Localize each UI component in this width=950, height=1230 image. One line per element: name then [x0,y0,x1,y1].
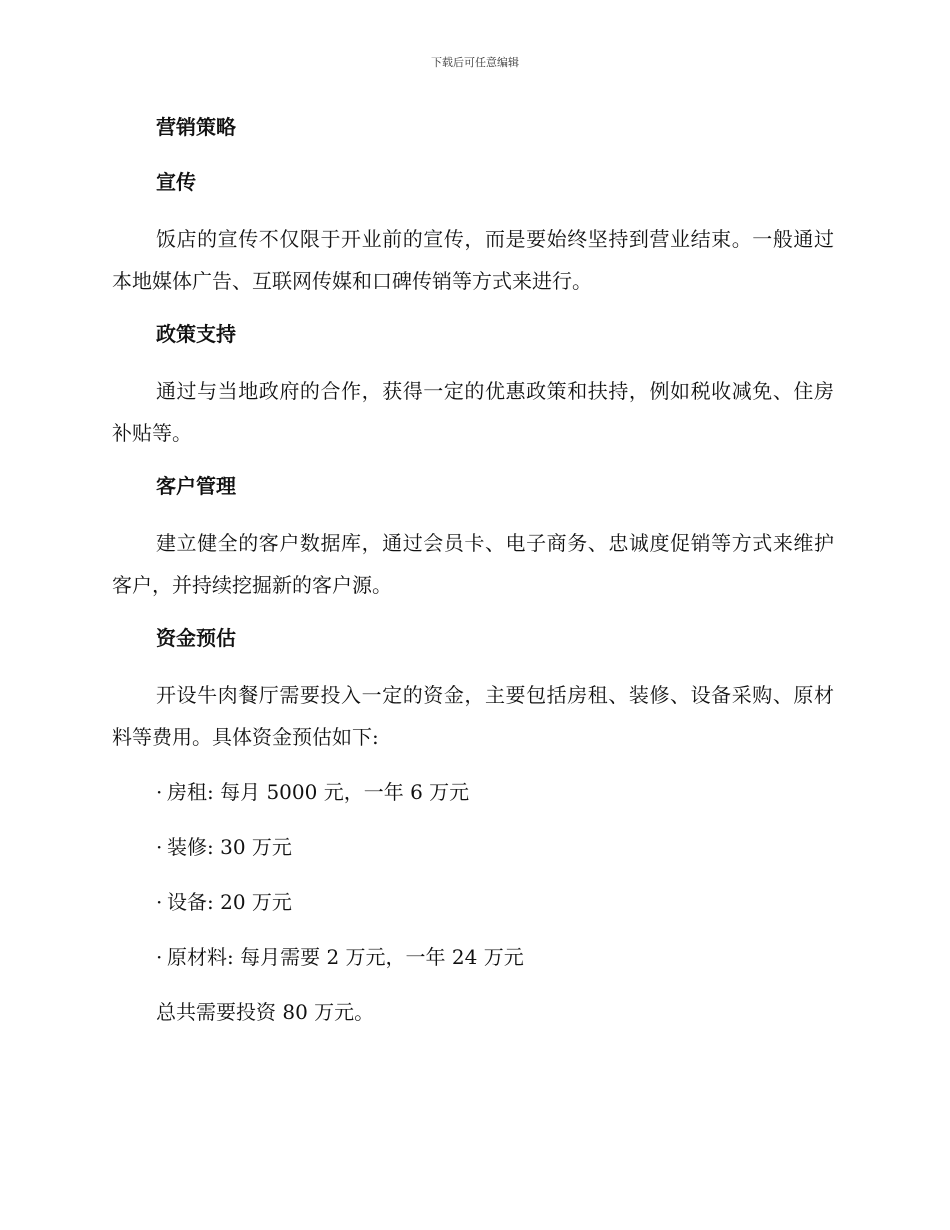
list-item [112,936,834,978]
list-item-text: 装修: 30 万元 [167,835,292,859]
bullet-dot: · [156,780,163,804]
bullet-dot: · [156,945,163,969]
policy-paragraph: 通过与当地政府的合作，获得一定的优惠政策和扶持，例如税收减免、住房补贴等。 [112,379,834,445]
section-title: 营销策略 [156,115,236,139]
list-item [112,881,834,923]
policy-heading: 政策支持 [156,322,236,346]
funding-paragraph: 开设牛肉餐厅需要投入一定的资金，主要包括房租、装修、设备采购、原材料等费用。具体资金预估如下: [112,683,834,749]
customer-heading: 客户管理 [156,474,236,498]
promotion-heading: 宣传 [156,170,196,194]
list-item-text: 原材料: 每月需要 2 万元，一年 24 万元 [167,945,524,969]
bullet-dot: · [156,835,163,859]
document-body [112,108,834,1033]
bullet-dot: · [156,890,163,914]
funding-list [112,771,834,978]
funding-heading: 资金预估 [156,626,236,650]
page-header-note: 下载后可任意编辑 [431,56,519,69]
promotion-paragraph: 饭店的宣传不仅限于开业前的宣传，而是要始终坚持到营业结束。一般通过本地媒体广告、互联网传媒和口碑传销等方式来进行。 [112,227,834,293]
list-item-text: 设备: 20 万元 [167,890,292,914]
list-item [112,771,834,813]
list-item-text: 房租: 每月 5000 元，一年 6 万元 [167,780,470,804]
customer-paragraph: 建立健全的客户数据库，通过会员卡、电子商务、忠诚度促销等方式来维护客户，并持续挖掘新的客户源。 [112,531,834,597]
funding-total: 总共需要投资 80 万元。 [156,1000,375,1024]
list-item [112,826,834,868]
